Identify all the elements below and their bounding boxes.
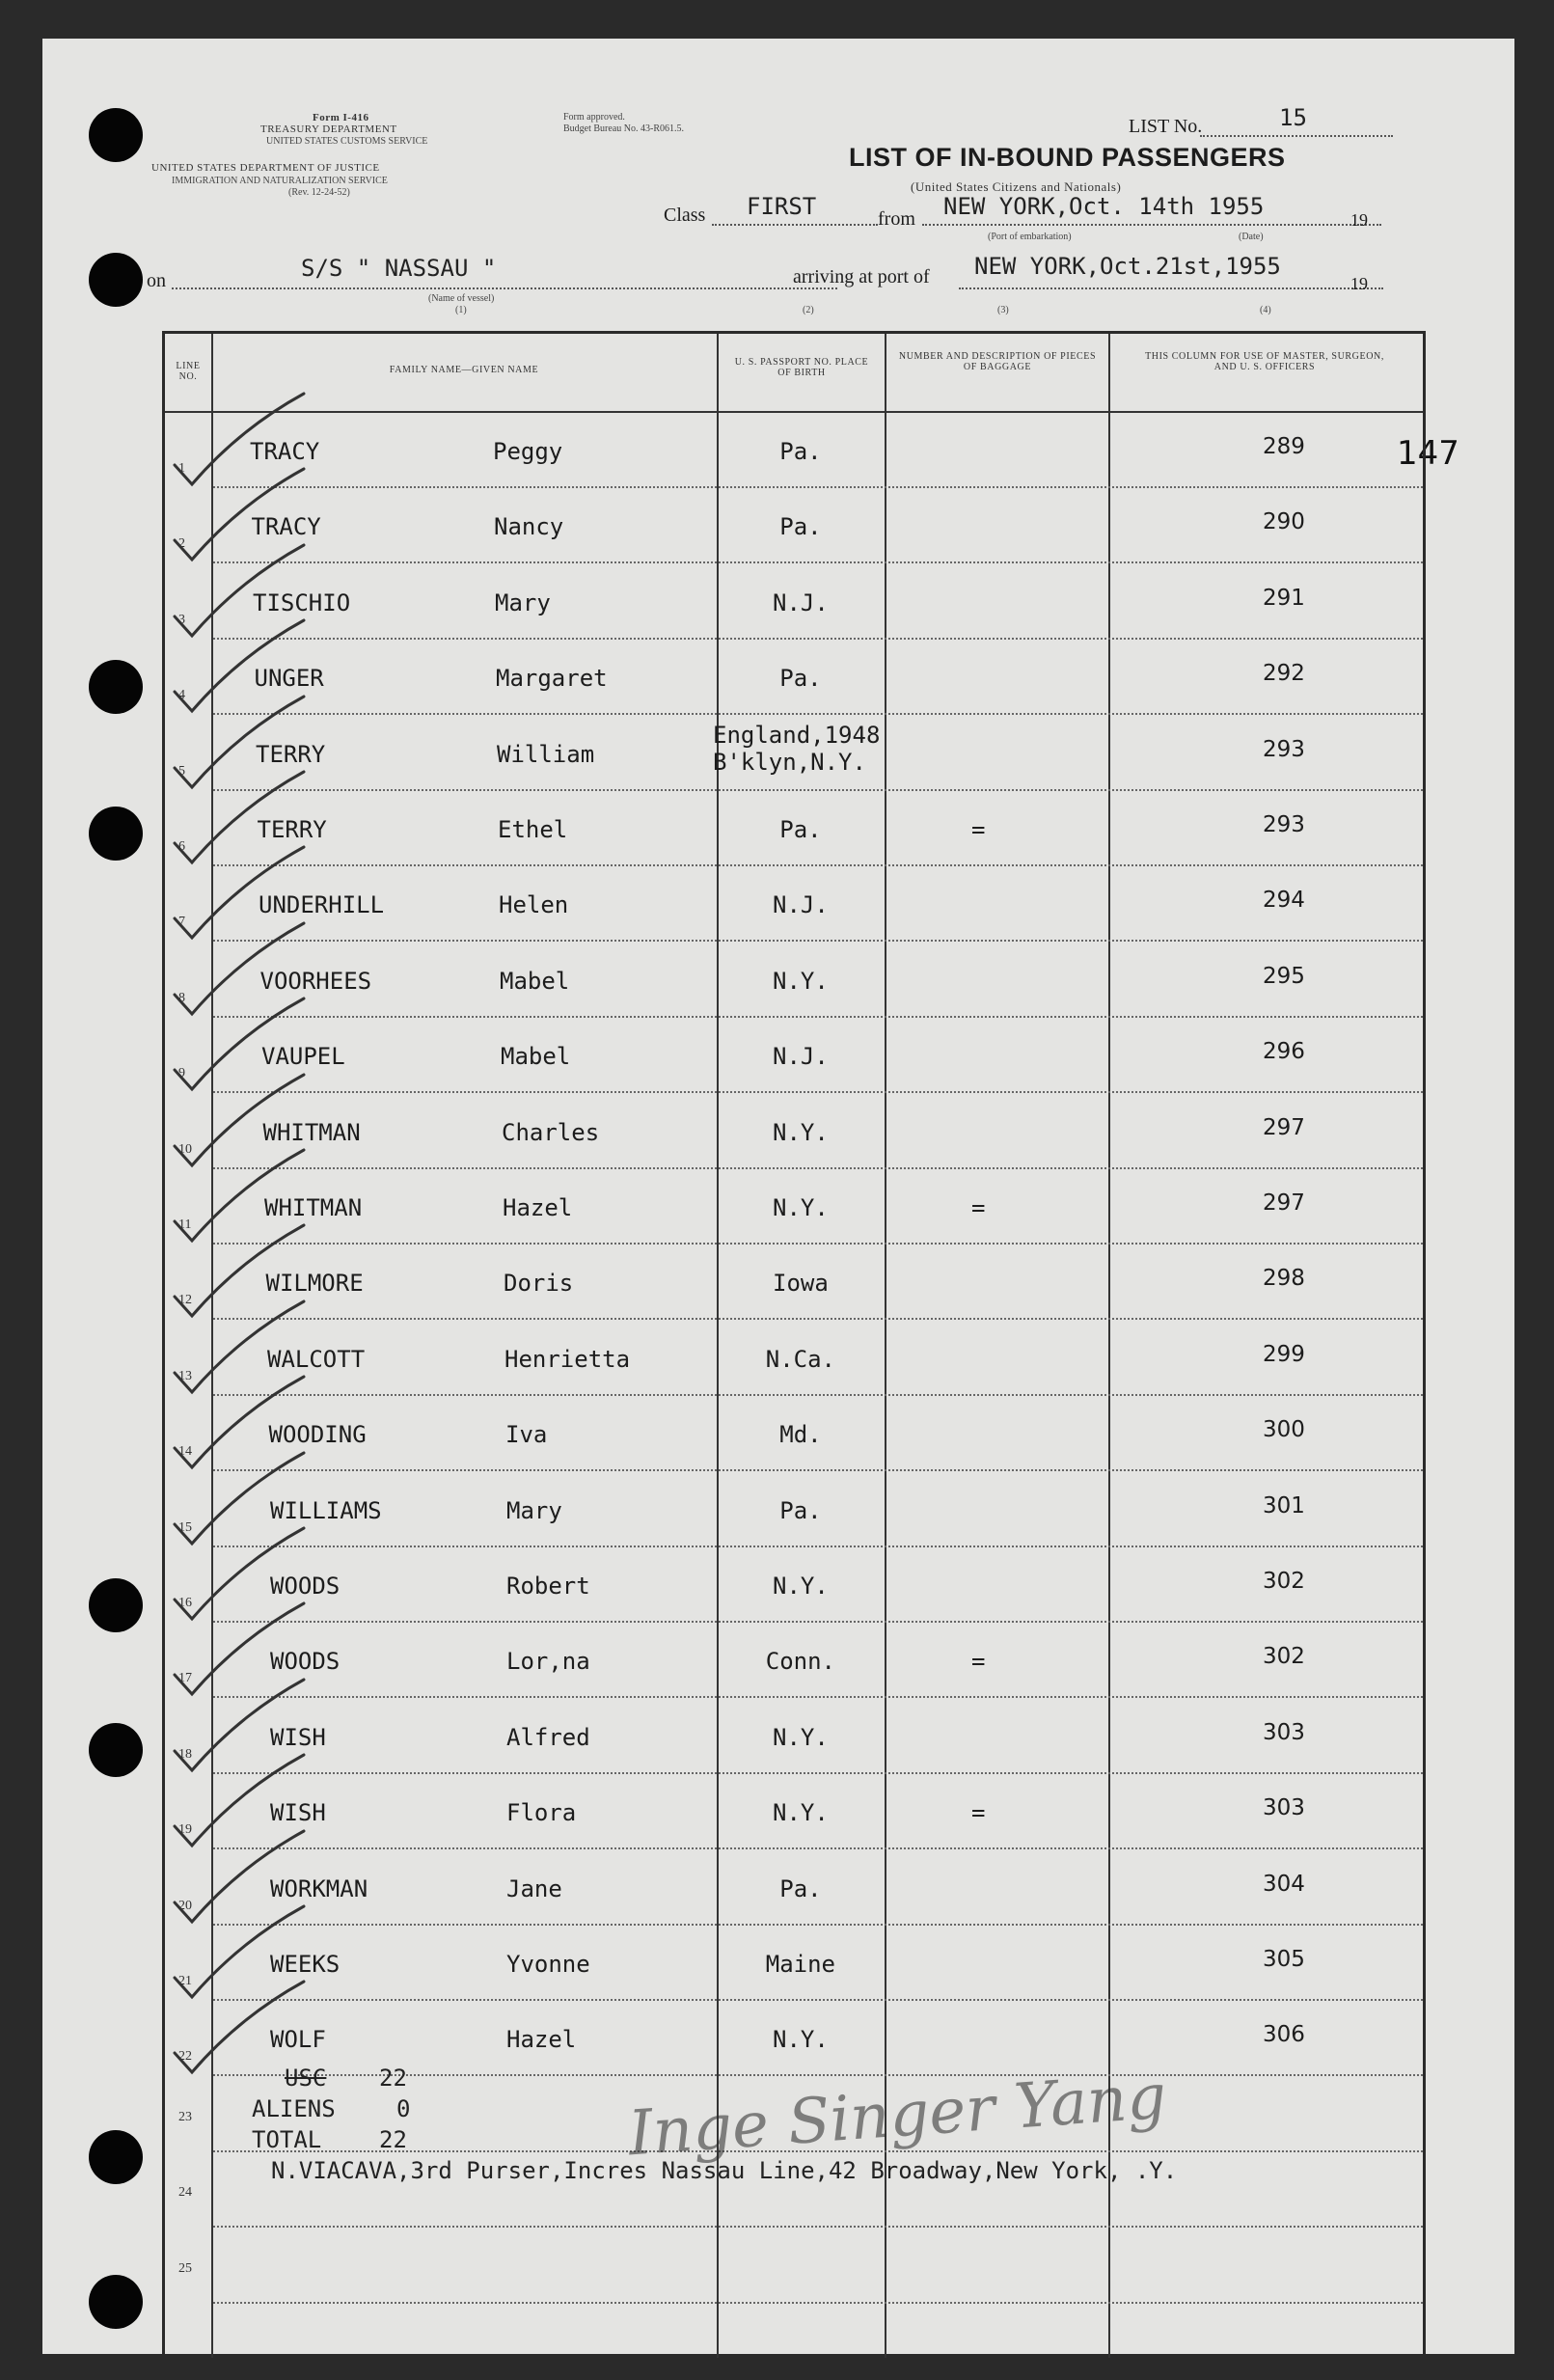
justice-label: UNITED STATES DEPARTMENT OF JUSTICE <box>151 162 380 174</box>
line-number: 2 <box>178 536 185 552</box>
line-number: 21 <box>178 1974 192 1988</box>
family-name: UNGER <box>254 665 324 693</box>
binder-hole <box>89 2275 143 2329</box>
binder-hole <box>89 253 143 307</box>
given-name: Mary <box>495 588 551 616</box>
given-name: Alfred <box>506 1723 590 1751</box>
purser-line: N.VIACAVA,3rd Purser,Incres Nassau Line,42 Broadway,New York, .Y. <box>271 2157 1178 2184</box>
place-of-birth: Pa. <box>779 665 822 693</box>
family-name: WOODS <box>270 1573 341 1600</box>
line-number: 23 <box>178 2109 192 2124</box>
budget-bureau: Budget Bureau No. 43-R061.5. <box>563 123 684 134</box>
table-row <box>165 1699 1423 1774</box>
line-number: 6 <box>178 839 185 854</box>
given-name: Nancy <box>494 513 564 541</box>
officer-number: 298 <box>1263 1266 1305 1292</box>
place-of-birth: N.Y. <box>773 1723 829 1751</box>
revision-label: (Rev. 12-24-52) <box>288 187 350 198</box>
place-of-birth: Pa. <box>779 816 822 843</box>
place-of-birth: Pa. <box>779 1874 822 1902</box>
list-no-label: LIST No. <box>1129 116 1203 137</box>
binder-hole <box>89 108 143 162</box>
line-number: 24 <box>178 2185 192 2201</box>
column-number: (2) <box>803 305 814 315</box>
table-row <box>165 564 1423 640</box>
class-value: FIRST <box>747 193 817 220</box>
officer-number: 291 <box>1263 585 1305 611</box>
given-name: Lor,na <box>506 1648 590 1676</box>
line-number: 1 <box>178 461 185 476</box>
year-suffix: 19 <box>1350 210 1368 230</box>
given-name: Flora <box>506 1799 577 1827</box>
given-name: William <box>497 740 595 768</box>
family-name: WISH <box>270 1799 326 1827</box>
total-label: TOTAL <box>252 2126 322 2153</box>
family-name: TERRY <box>256 740 326 768</box>
line-number: 3 <box>178 612 185 627</box>
given-name: Iva <box>505 1421 548 1449</box>
place-of-birth: N.Y. <box>773 1799 829 1827</box>
given-name: Helen <box>499 891 569 919</box>
col-header-line-no: LINE NO. <box>176 361 201 382</box>
total-value: 22 <box>379 2126 407 2153</box>
given-name: Charles <box>502 1118 600 1146</box>
family-name: WOODS <box>270 1648 341 1676</box>
from-label: from <box>878 208 915 230</box>
binder-hole <box>89 807 143 861</box>
table-row <box>165 1472 1423 1547</box>
family-name: TERRY <box>257 816 327 843</box>
line-number: 14 <box>178 1444 192 1460</box>
line-number: 18 <box>178 1746 192 1762</box>
list-no-value: 15 <box>1279 104 1307 131</box>
officer-number: 290 <box>1263 509 1305 535</box>
form-number: Form I-416 <box>313 112 369 123</box>
family-name: WISH <box>270 1723 326 1751</box>
given-name: Peggy <box>493 438 563 465</box>
year-suffix: 19 <box>1350 274 1368 293</box>
baggage-ditto: = <box>971 1799 986 1827</box>
family-name: WALCOTT <box>267 1345 366 1373</box>
officer-number: 296 <box>1263 1039 1305 1065</box>
table-row <box>165 1850 1423 1926</box>
line-number: 8 <box>178 990 185 1005</box>
officer-number: 300 <box>1263 1417 1305 1443</box>
line-number: 13 <box>178 1368 192 1383</box>
arriving-label: arriving at port of <box>793 266 930 287</box>
officer-number: 293 <box>1263 812 1305 837</box>
table-row <box>165 488 1423 563</box>
place-of-birth: Iowa <box>773 1270 829 1298</box>
place-of-birth: N.Y. <box>773 1194 829 1221</box>
family-name: WILLIAMS <box>270 1496 382 1524</box>
from-line <box>922 224 1381 226</box>
table-row <box>165 2001 1423 2076</box>
vessel-caption: (Name of vessel) <box>428 293 495 304</box>
officer-number: 304 <box>1263 1871 1305 1897</box>
line-number: 17 <box>178 1671 192 1686</box>
baggage-ditto: = <box>971 1194 986 1221</box>
place-of-birth: N.Y. <box>773 2026 829 2054</box>
form-approved: Form approved. <box>563 112 625 123</box>
place-of-birth: N.Y. <box>773 1118 829 1146</box>
line-number: 19 <box>178 1822 192 1838</box>
given-name: Yvonne <box>506 1951 590 1978</box>
given-name: Hazel <box>503 1194 573 1221</box>
row-rule <box>213 2302 1423 2304</box>
line-number: 15 <box>178 1519 192 1535</box>
place-of-birth: Pa. <box>779 1496 822 1524</box>
family-name: TRACY <box>251 513 321 541</box>
place-of-birth: N.Ca. <box>765 1345 835 1373</box>
column-number: (3) <box>997 305 1009 315</box>
given-name: Margaret <box>496 665 608 693</box>
place-of-birth: B'klyn,N.Y. <box>713 748 866 776</box>
baggage-ditto: = <box>971 816 986 843</box>
line-number: 9 <box>178 1066 185 1081</box>
given-name: Mary <box>506 1496 562 1524</box>
officer-number: 303 <box>1263 1719 1305 1745</box>
table-row <box>165 2229 1423 2304</box>
line-number: 16 <box>178 1596 192 1610</box>
binder-hole <box>89 660 143 714</box>
officer-number: 305 <box>1263 1947 1305 1972</box>
line-number: 4 <box>178 688 185 703</box>
table-row <box>165 640 1423 715</box>
officer-number: 292 <box>1263 661 1305 687</box>
class-line <box>712 224 878 226</box>
line-number: 10 <box>178 1141 192 1157</box>
passenger-table <box>162 331 1426 2361</box>
family-name: WHITMAN <box>262 1118 361 1146</box>
table-row <box>165 791 1423 866</box>
given-name: Ethel <box>498 816 568 843</box>
given-name: Henrietta <box>504 1345 631 1373</box>
class-label: Class <box>664 205 706 226</box>
place-of-birth: Pa. <box>779 513 822 541</box>
officer-number: 303 <box>1263 1795 1305 1821</box>
place-of-birth: N.J. <box>773 588 829 616</box>
line-number: 11 <box>178 1217 192 1232</box>
table-row <box>165 1321 1423 1396</box>
family-name: WORKMAN <box>270 1874 368 1902</box>
table-row <box>165 1926 1423 2001</box>
place-of-birth: N.J. <box>773 891 829 919</box>
officer-number: 306 <box>1263 2022 1305 2048</box>
page-subtitle: (United States Citizens and Nationals) <box>911 179 1122 194</box>
place-of-birth: N.Y. <box>773 1573 829 1600</box>
officer-number: 289 <box>1263 434 1305 459</box>
place-of-birth: Conn. <box>765 1648 835 1676</box>
officer-number: 299 <box>1263 1341 1305 1367</box>
aliens-value: 0 <box>396 2095 411 2122</box>
officer-number: 302 <box>1263 1569 1305 1594</box>
usc-value: 22 <box>379 2065 407 2092</box>
officer-number: 297 <box>1263 1190 1305 1216</box>
given-name: Doris <box>504 1270 574 1298</box>
port-caption: (Port of embarkation) <box>988 232 1072 242</box>
binder-hole <box>89 1723 143 1777</box>
col-header-name: FAMILY NAME—GIVEN NAME <box>389 365 539 375</box>
officer-number: 297 <box>1263 1114 1305 1140</box>
line-number: 22 <box>178 2049 192 2065</box>
arrival-value: NEW YORK,Oct.21st,1955 <box>974 253 1281 280</box>
family-name: VAUPEL <box>261 1043 345 1071</box>
place-of-birth: Md. <box>779 1421 822 1449</box>
family-name: WEEKS <box>270 1951 341 1978</box>
family-name: VOORHEES <box>259 967 372 995</box>
baggage-ditto: = <box>971 1648 986 1676</box>
place-of-birth: N.J. <box>773 1043 829 1071</box>
place-of-birth: Maine <box>765 1951 835 1978</box>
immigration-label: IMMIGRATION AND NATURALIZATION SERVICE <box>172 176 388 186</box>
place-of-birth: N.Y. <box>773 967 829 995</box>
family-name: TISCHIO <box>253 588 351 616</box>
table-row <box>165 1396 1423 1471</box>
date-caption: (Date) <box>1239 232 1264 242</box>
table-row <box>165 866 1423 942</box>
handwritten-signature: Inge Singer Yang <box>626 2061 1169 2171</box>
table-row <box>165 1547 1423 1623</box>
usc-label: USC <box>285 2065 327 2092</box>
place-of-birth: England,1948 <box>713 721 881 749</box>
treasury-label: TREASURY DEPARTMENT <box>260 123 397 135</box>
col-header-officers: THIS COLUMN FOR USE OF MASTER, SURGEON, AND U. S. OFFICERS <box>1145 351 1384 372</box>
officer-number: 301 <box>1263 1492 1305 1518</box>
binder-hole <box>89 1578 143 1632</box>
given-name: Hazel <box>506 2026 577 2054</box>
line-number: 5 <box>178 763 185 779</box>
table-row <box>165 1774 1423 1849</box>
page-title: LIST OF IN-BOUND PASSENGERS <box>849 143 1286 172</box>
line-number: 20 <box>178 1898 192 1913</box>
line-number: 7 <box>178 915 185 930</box>
given-name: Jane <box>506 1874 562 1902</box>
officer-number: 302 <box>1263 1644 1305 1670</box>
page-number-stamp: 147 <box>1397 434 1459 473</box>
col-header-baggage: NUMBER AND DESCRIPTION OF PIECES OF BAGGAGE <box>898 351 1097 372</box>
aliens-label: ALIENS <box>252 2095 336 2122</box>
family-name: WILMORE <box>265 1270 364 1298</box>
list-no-line <box>1200 135 1393 137</box>
vessel-name: S/S " NASSAU " <box>301 255 497 282</box>
col-header-passport: U. S. PASSPORT NO. PLACE OF BIRTH <box>734 357 869 378</box>
line-number: 12 <box>178 1293 192 1308</box>
from-value: NEW YORK,Oct. 14th 1955 <box>943 193 1265 220</box>
officer-number: 293 <box>1263 736 1305 762</box>
table-row <box>165 716 1423 791</box>
table-row <box>165 943 1423 1018</box>
given-name: Mabel <box>500 967 570 995</box>
family-name: WOLF <box>270 2026 326 2054</box>
customs-label: UNITED STATES CUSTOMS SERVICE <box>266 136 428 147</box>
line-number: 25 <box>178 2260 192 2276</box>
given-name: Mabel <box>501 1043 571 1071</box>
table-row <box>165 1094 1423 1169</box>
officer-number: 295 <box>1263 963 1305 989</box>
family-name: WHITMAN <box>264 1194 363 1221</box>
family-name: WOODING <box>268 1421 367 1449</box>
table-row <box>165 1018 1423 1093</box>
table-row <box>165 1623 1423 1698</box>
family-name: TRACY <box>250 438 320 465</box>
column-number: (1) <box>455 305 467 315</box>
officer-number: 294 <box>1263 888 1305 914</box>
arrival-line <box>959 287 1383 289</box>
table-row <box>165 1169 1423 1245</box>
on-label: on <box>147 270 166 291</box>
table-row <box>165 1245 1423 1320</box>
family-name: UNDERHILL <box>259 891 385 919</box>
place-of-birth: Pa. <box>779 438 822 465</box>
column-number: (4) <box>1260 305 1271 315</box>
vessel-line <box>172 287 837 289</box>
binder-hole <box>89 2130 143 2184</box>
given-name: Robert <box>506 1573 590 1600</box>
table-row <box>165 413 1423 488</box>
